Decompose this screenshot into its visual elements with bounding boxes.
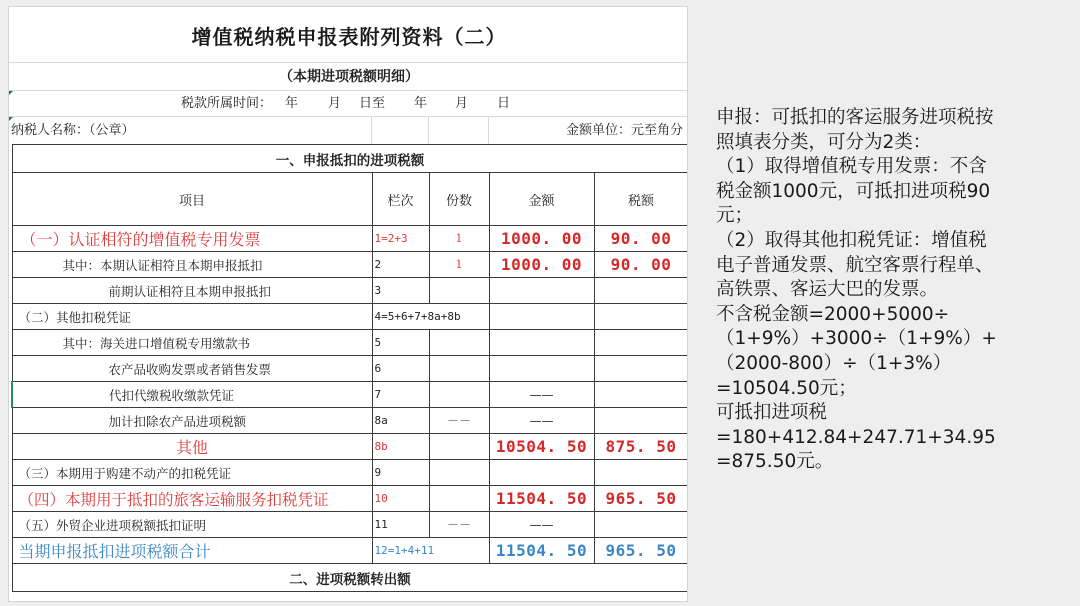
col-header-amount: 金额 xyxy=(489,173,594,226)
cell-divider xyxy=(488,117,489,144)
row-code[interactable]: 7 xyxy=(372,382,429,408)
row-amount[interactable]: —— xyxy=(489,512,594,538)
note-line: 照填表分类，可分为2类： xyxy=(716,131,932,153)
table-row xyxy=(12,538,688,564)
row-count[interactable] xyxy=(429,278,489,304)
note-line: =180+412.84+247.71+34.95 xyxy=(716,426,996,448)
note-line: （2）取得其他扣税凭证：增值税 xyxy=(716,229,987,251)
row-tax[interactable] xyxy=(594,460,688,486)
note-line: 税金额1000元，可抵扣进项税90 xyxy=(716,180,991,202)
row-code[interactable]: 4=5+6+7+8a+8b xyxy=(372,304,489,330)
table-row xyxy=(12,252,688,278)
note-line: （2000-800）÷（1+3%） xyxy=(716,352,952,374)
row-count[interactable]: －－ xyxy=(429,408,489,434)
row-item[interactable]: 前期认证相符且本期申报抵扣 xyxy=(12,278,372,304)
note-line: 不含税金额=2000+5000÷ xyxy=(716,303,950,325)
row-amount[interactable] xyxy=(489,278,594,304)
row-tax[interactable]: 965. 50 xyxy=(594,538,688,564)
row-amount[interactable]: 1000. 00 xyxy=(489,226,594,252)
note-line: =10504.50元； xyxy=(716,377,857,399)
row-amount[interactable]: —— xyxy=(489,382,594,408)
row-count[interactable] xyxy=(429,356,489,382)
cell-divider xyxy=(428,117,429,144)
row-code[interactable]: 2 xyxy=(372,252,429,278)
row-tax[interactable] xyxy=(594,382,688,408)
row-item[interactable]: （三）本期用于购建不动产的扣税凭证 xyxy=(12,460,372,486)
row-code[interactable]: 8a xyxy=(372,408,429,434)
row-item[interactable]: 其他 xyxy=(12,434,372,460)
row-amount[interactable] xyxy=(489,356,594,382)
form-title: 增值税纳税申报表附列资料（二） xyxy=(9,7,688,63)
row-amount[interactable]: 1000. 00 xyxy=(489,252,594,278)
row-tax[interactable] xyxy=(594,356,688,382)
row-item[interactable]: （一）认证相符的增值税专用发票 xyxy=(12,226,372,252)
table-row xyxy=(12,486,688,512)
cell-comment-marker-icon xyxy=(9,91,13,95)
col-header-count: 份数 xyxy=(429,173,489,226)
explanation-notes xyxy=(716,106,1066,475)
tax-period-label: 税款所属时间： xyxy=(181,96,273,111)
row-count[interactable] xyxy=(429,460,489,486)
row-amount[interactable] xyxy=(489,304,594,330)
row-tax[interactable] xyxy=(594,304,688,330)
taxpayer-row xyxy=(9,117,688,144)
spreadsheet-form xyxy=(8,6,688,602)
row-item[interactable]: 其中：海关进口增值税专用缴款书 xyxy=(12,330,372,356)
section-header-row xyxy=(12,145,688,173)
row-count[interactable] xyxy=(429,434,489,460)
note-line: 可抵扣进项税 xyxy=(716,402,828,424)
tax-period-row xyxy=(9,91,688,117)
row-tax[interactable]: 90. 00 xyxy=(594,252,688,278)
note-line: 电子普通发票、航空客票行程单、 xyxy=(716,254,994,276)
row-tax[interactable] xyxy=(594,278,688,304)
row-tax[interactable]: 965. 50 xyxy=(594,486,688,512)
row-item[interactable]: （二）其他扣税凭证 xyxy=(12,304,372,330)
row-item[interactable]: 代扣代缴税收缴款凭证 xyxy=(12,382,372,408)
row-item[interactable]: 加计扣除农产品进项税额 xyxy=(12,408,372,434)
row-code[interactable]: 1=2+3 xyxy=(372,226,429,252)
row-code[interactable]: 6 xyxy=(372,356,429,382)
table-row xyxy=(12,304,688,330)
table-row xyxy=(12,512,688,538)
period-year-start[interactable]: 年 xyxy=(285,96,299,111)
col-header-tax: 税额 xyxy=(594,173,688,226)
row-count[interactable] xyxy=(429,486,489,512)
table-row xyxy=(12,330,688,356)
section2-title: 二、进项税额转出额 xyxy=(12,564,688,592)
row-code[interactable]: 3 xyxy=(372,278,429,304)
form-subtitle: （本期进项税额明细） xyxy=(9,63,688,91)
table-row xyxy=(12,408,688,434)
table-row xyxy=(12,382,688,408)
input-tax-table xyxy=(11,144,688,592)
cell-divider xyxy=(371,117,372,144)
note-line: 高铁票、客运大巴的发票。 xyxy=(716,279,939,301)
column-header-row xyxy=(12,173,688,226)
row-count[interactable]: 1 xyxy=(429,226,489,252)
row-amount[interactable]: 11504. 50 xyxy=(489,538,594,564)
row-tax[interactable] xyxy=(594,408,688,434)
note-line: 申报：可抵扣的客运服务进项税按 xyxy=(716,107,994,128)
row-code[interactable]: 10 xyxy=(372,486,429,512)
note-line: （1+9%）+3000÷（1+9%）+ xyxy=(716,328,997,350)
row-amount[interactable]: 10504. 50 xyxy=(489,434,594,460)
row-item[interactable]: （四）本期用于抵扣的旅客运输服务扣税凭证 xyxy=(12,486,372,512)
col-header-item: 项目 xyxy=(12,173,372,226)
row-count[interactable]: －－ xyxy=(429,512,489,538)
row-code[interactable]: 12=1+4+11 xyxy=(372,538,489,564)
row-code[interactable]: 8b xyxy=(372,434,429,460)
period-year-end[interactable]: 年 xyxy=(414,96,428,111)
row-count[interactable]: 1 xyxy=(429,252,489,278)
row-tax[interactable]: 875. 50 xyxy=(594,434,688,460)
period-month-start[interactable]: 月 xyxy=(328,96,342,111)
row-tax[interactable] xyxy=(594,330,688,356)
table-row xyxy=(12,356,688,382)
period-day-end[interactable]: 日 xyxy=(497,96,511,111)
row-amount[interactable]: —— xyxy=(489,408,594,434)
row-code[interactable]: 11 xyxy=(372,512,429,538)
row-amount[interactable] xyxy=(489,460,594,486)
row-tax[interactable]: 90. 00 xyxy=(594,226,688,252)
section-header-row xyxy=(12,564,688,592)
row-item[interactable]: （五）外贸企业进项税额抵扣证明 xyxy=(12,512,372,538)
note-line: （1）取得增值税专用发票：不含 xyxy=(716,156,987,178)
row-item[interactable]: 农产品收购发票或者销售发票 xyxy=(12,356,372,382)
table-row xyxy=(12,226,688,252)
row-item[interactable]: 其中：本期认证相符且本期申报抵扣 xyxy=(12,252,372,278)
col-header-line: 栏次 xyxy=(372,173,429,226)
row-tax[interactable] xyxy=(594,512,688,538)
note-line: =875.50元。 xyxy=(716,451,834,473)
table-row xyxy=(12,278,688,304)
section1-title: 一、申报抵扣的进项税额 xyxy=(12,145,688,173)
period-day-start[interactable]: 日至 xyxy=(359,96,386,111)
row-item[interactable]: 当期申报抵扣进项税额合计 xyxy=(12,538,372,564)
taxpayer-name-label: 纳税人名称：（公章） xyxy=(11,123,135,138)
row-code[interactable]: 9 xyxy=(372,460,429,486)
row-count[interactable] xyxy=(429,330,489,356)
row-amount[interactable] xyxy=(489,330,594,356)
row-code[interactable]: 5 xyxy=(372,330,429,356)
note-line: 元； xyxy=(716,205,754,227)
table-row xyxy=(12,434,688,460)
amount-unit-label: 金额单位：元至角分 xyxy=(565,123,683,138)
row-count[interactable] xyxy=(429,382,489,408)
row-amount[interactable]: 11504. 50 xyxy=(489,486,594,512)
table-row xyxy=(12,460,688,486)
period-month-end[interactable]: 月 xyxy=(455,96,469,111)
